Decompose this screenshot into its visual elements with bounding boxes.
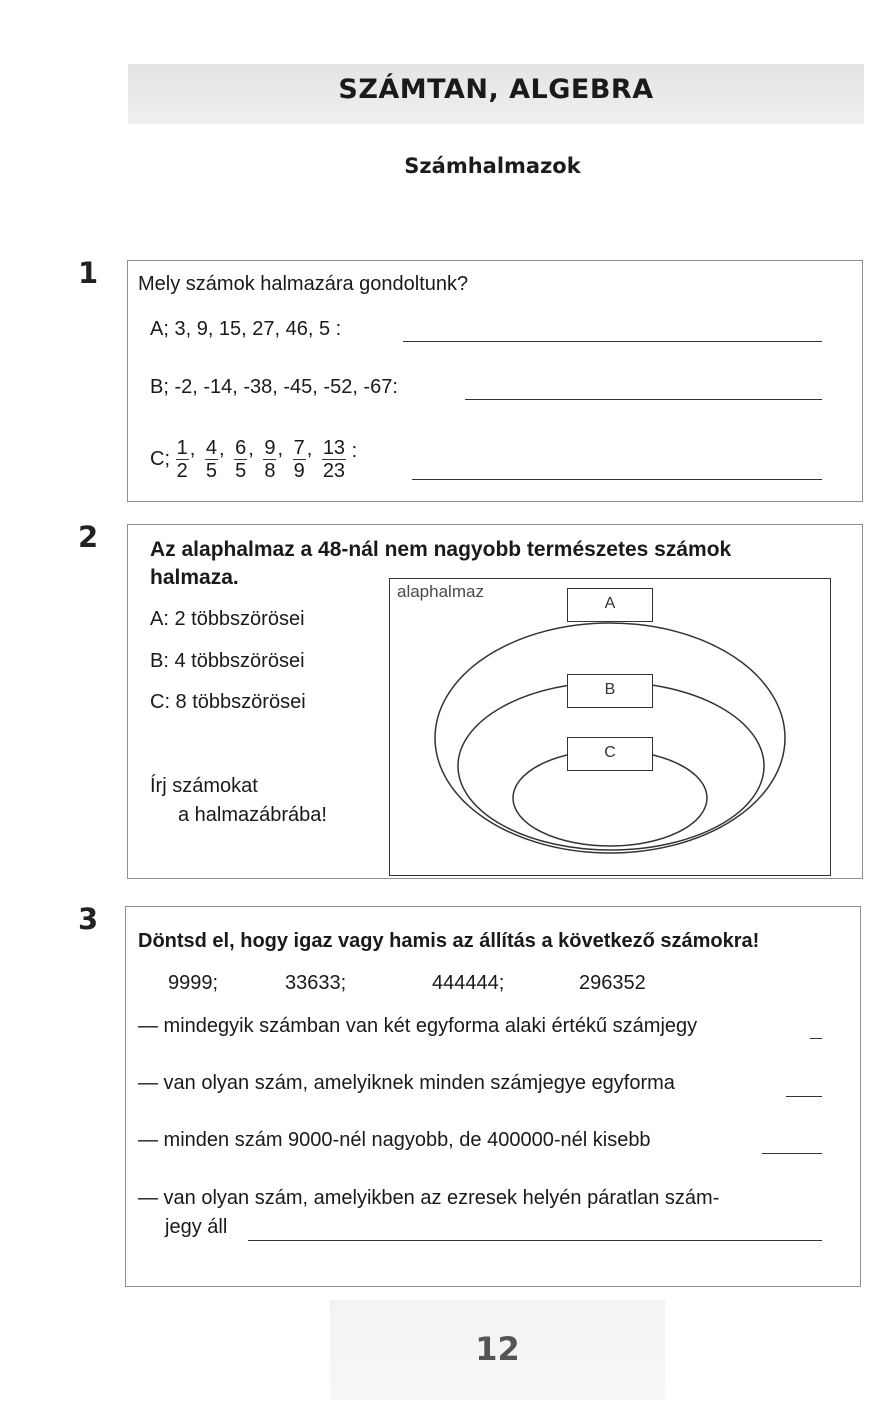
set-a-label: A bbox=[567, 588, 653, 622]
task-1-line-c: C; $\frac{1}{2}$ , $\frac{4}{5}$ , $\frac{6}{5}$ , $\frac{9}{8}$ , $\frac{7}{9}$ , $\frac{13}{23}$ : bbox=[150, 437, 358, 483]
statement-4-line-2: jegy áll bbox=[165, 1216, 228, 1238]
universe-label: alaphalmaz bbox=[397, 582, 484, 601]
fraction-7-9: $\frac{7}{9}$ bbox=[293, 437, 305, 483]
statement-4-line-1: — van olyan szám, amelyikben az ezresek helyén páratlan szám- bbox=[138, 1187, 720, 1209]
fraction-9-8: $\frac{9}{8}$ bbox=[264, 437, 276, 483]
number-33633: 33633; bbox=[285, 972, 347, 994]
task-1-question: Mely számok halmazára gondoltunk? bbox=[138, 273, 469, 295]
section-subtitle: Számhalmazok bbox=[404, 154, 581, 178]
instruction-line-2: a halmazábrába! bbox=[178, 804, 327, 826]
answer-line-b[interactable] bbox=[465, 399, 822, 400]
fraction-13-23: $\frac{13}{23}$ bbox=[322, 437, 346, 483]
answer-line-statement-1[interactable] bbox=[810, 1038, 822, 1039]
number-9999: 9999; bbox=[168, 972, 219, 994]
venn-ellipses bbox=[389, 578, 831, 876]
instruction-line-1: Írj számokat bbox=[150, 775, 258, 797]
task-2-question-line-2: halmaza. bbox=[150, 566, 239, 589]
answer-line-statement-2[interactable] bbox=[786, 1096, 822, 1097]
statement-1: — mindegyik számban van két egyforma alaki értékű számjegy bbox=[138, 1015, 698, 1037]
statement-2: — van olyan szám, amelyiknek minden számjegye egyforma bbox=[138, 1072, 675, 1094]
page-title: SZÁMTAN, ALGEBRA bbox=[338, 74, 654, 105]
task-2-question-line-1: Az alaphalmaz a 48-nál nem nagyobb természetes számok bbox=[150, 538, 732, 561]
set-b-label: B bbox=[567, 674, 653, 708]
set-b-description: B: 4 többszörösei bbox=[150, 650, 305, 672]
answer-line-statement-3[interactable] bbox=[762, 1153, 822, 1154]
task-1-line-b: B; -2, -14, -38, -45, -52, -67: bbox=[150, 376, 398, 398]
task-3-box bbox=[125, 906, 861, 1287]
answer-line-statement-4[interactable] bbox=[248, 1240, 822, 1241]
fraction-6-5: $\frac{6}{5}$ bbox=[235, 437, 247, 483]
task-number-1: 1 bbox=[78, 256, 99, 290]
c-suffix: : bbox=[351, 440, 358, 462]
task-number-3: 3 bbox=[78, 902, 99, 936]
set-c-description: C: 8 többszörösei bbox=[150, 691, 306, 713]
c-prefix: C; bbox=[150, 448, 170, 471]
number-296352: 296352 bbox=[579, 972, 646, 994]
number-444444: 444444; bbox=[432, 972, 505, 994]
task-number-2: 2 bbox=[78, 520, 99, 554]
answer-line-c[interactable] bbox=[412, 479, 822, 480]
task-3-question: Döntsd el, hogy igaz vagy hamis az állítás a következő számokra! bbox=[138, 930, 760, 952]
fraction-1-2: $\frac{1}{2}$ bbox=[176, 437, 188, 483]
page-number: 12 bbox=[475, 1330, 520, 1368]
task-1-line-a: A; 3, 9, 15, 27, 46, 5 : bbox=[150, 318, 342, 340]
answer-line-a[interactable] bbox=[403, 341, 822, 342]
statement-3: — minden szám 9000-nél nagyobb, de 400000-nél kisebb bbox=[138, 1129, 651, 1151]
fraction-4-5: $\frac{4}{5}$ bbox=[205, 437, 217, 483]
set-a-description: A: 2 többszörösei bbox=[150, 608, 305, 630]
set-c-label: C bbox=[567, 737, 653, 771]
